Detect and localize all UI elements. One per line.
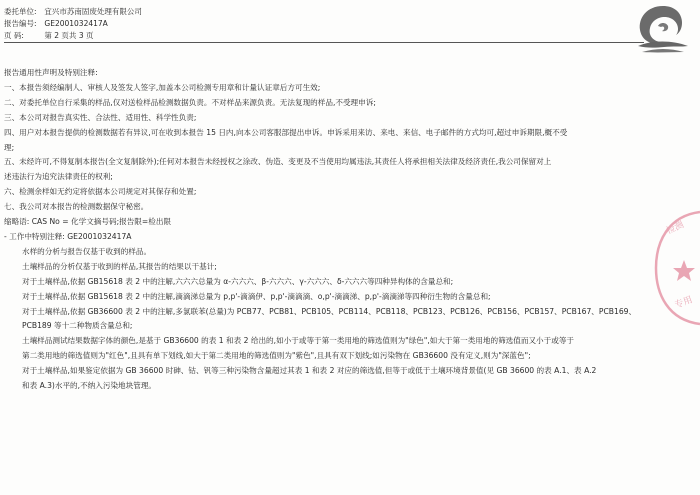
special-note-cont: 第二类用地的筛选值则为"红色",且具有单下划线,如大于第二类用地的筛选值则为"紫色",且具有双下划线;如污染物在 GB36600 没有定义,则为"深蓝色";: [22, 351, 531, 361]
special-note-cont: 和表 A.3)水平的,不纳入污染地块管理。: [22, 381, 157, 391]
client-value: 宜兴市苏南固废处理有限公司: [44, 7, 142, 16]
client-row: [4, 7, 142, 17]
notice-item: 六、检测余样如无约定将依据本公司规定对其保存和处置;: [4, 187, 197, 197]
special-notes-label: - 工作中特别注释: GE2001032417A: [4, 231, 132, 241]
special-note: 土壤样品测试结果数据字体的颜色,是基于 GB36600 的表 1 和表 2 给出的,如小于或等于第一类用地的筛选值则为"绿色",如大于第一类用地的筛选值而又小于或等于: [22, 336, 575, 346]
page-label: 页 码:: [4, 31, 24, 40]
report-no-row: [4, 19, 108, 29]
abbreviation-line: 缩略语: CAS No = 化学文摘号码;报告限=检出限: [4, 217, 172, 227]
notice-item-cont: 述违法行为追究法律责任的权利;: [4, 172, 113, 182]
notice-item: 五、未经许可,不得复制本报告(全文复制除外);任何对本报告未经授权之涂改、伪造、变更及不当使用均属违法,其责任人将承担相关法律及经济责任,我公司保留对上: [4, 157, 552, 167]
inspection-seal-stamp: [654, 208, 700, 328]
special-note: 水样的分析与报告仅基于收到的样品。: [22, 246, 152, 256]
svg-text:专用: 专用: [673, 295, 694, 311]
company-logo-icon: [632, 2, 694, 60]
special-note: 对于土壤样品,如果鉴定依据为 GB 36600 时砷、钴、钒等三种污染物含量超过其表 1 和表 2 对应的筛选值,但等于或低于土壤环境背景值(见 GB 36600 的表 A.1、表 A.2: [22, 366, 597, 376]
special-note: 对于土壤样品,依据 GB15618 表 2 中的注解,六六六总量为 α-六六六、β-六六六、γ-六六六、δ-六六六等四种异构体的含量总和;: [22, 276, 454, 286]
report-no-label: 报告编号:: [4, 19, 37, 28]
notice-item-cont: 理;: [4, 142, 15, 152]
special-note: 对于土壤样品,依据 GB15618 表 2 中的注解,滴滴涕总量为 p,p'-滴滴伊、p,p'-滴滴滴、o,p'-滴滴涕、p,p'-滴滴涕等四种衍生物的含量总和;: [22, 291, 491, 301]
header-divider: [4, 42, 644, 43]
notice-item: 七、我公司对本报告的检测数据保守秘密。: [4, 202, 149, 212]
report-body: [4, 68, 694, 391]
notice-item: 一、本报告须经编制人、审核人及签发人签字,加盖本公司检测专用章和计量认证章后方可生效;: [4, 82, 321, 92]
report-no-value: GE2001032417A: [44, 19, 108, 28]
special-note: 土壤样品的分析仅基于收到的样品,其报告的结果以干基计;: [22, 261, 217, 271]
special-note-cont: PCB189 等十二种物质含量总和;: [22, 321, 133, 331]
notice-item: 三、本公司对报告真实性、合法性、适用性、科学性负责;: [4, 112, 197, 122]
special-note: 对于土壤样品,依据 GB36600 表 2 中的注解,多氯联苯(总量)为 PCB77、PCB81、PCB105、PCB114、PCB118、PCB123、PCB126、PCB156、PCB157、PCB167、PCB169、: [22, 306, 637, 316]
svg-text:检测: 检测: [665, 220, 686, 237]
client-label: 委托单位:: [4, 7, 37, 16]
notice-title: 报告通用性声明及特别注释:: [4, 68, 98, 77]
page-value: 第 2 页共 3 页: [44, 31, 94, 40]
page-row: [4, 31, 93, 41]
notice-item: 四、用户对本报告提供的检测数据若有异议,可在收到本报告 15 日内,向本公司客服部提出申诉。申诉采用来访、来电、来信、电子邮件的方式均可,超过申诉期限,概不受: [4, 127, 568, 137]
notice-item: 二、对委托单位自行采集的样品,仅对送检样品检测数据负责。不对样品来源负责。无法复现的样品,不受理申诉;: [4, 97, 376, 107]
